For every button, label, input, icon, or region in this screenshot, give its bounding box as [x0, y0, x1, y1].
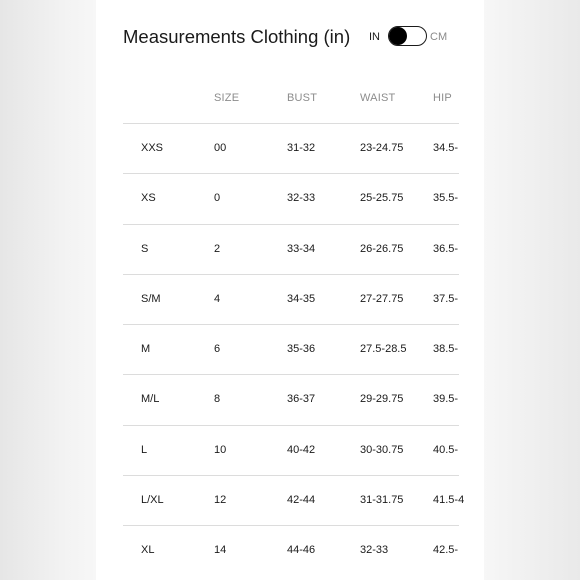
cell-hip: 36.5-: [433, 242, 459, 255]
cell-size-number: 00: [214, 142, 227, 154]
cell-size-label: S: [141, 242, 149, 255]
cell-bust: 42-44: [287, 494, 316, 507]
cell-waist: 32-33: [360, 544, 389, 557]
cell-size-label: XXS: [141, 142, 164, 154]
cell-hip: 35.5-: [433, 192, 459, 205]
cell-size-label: L: [141, 443, 148, 456]
cell-size-number: 4: [214, 292, 221, 305]
cell-size-number: 12: [214, 494, 227, 507]
cell-size-number: 6: [214, 343, 221, 356]
table-row: [123, 325, 459, 375]
cell-size-label: M/L: [141, 393, 160, 406]
cell-bust: 40-42: [287, 443, 316, 456]
cell-size-label: XS: [141, 192, 156, 205]
cell-size-number: 8: [214, 393, 221, 406]
toggle-knob: [389, 27, 407, 45]
cell-waist: 26-26.75: [360, 242, 404, 255]
cell-size-number: 0: [214, 192, 221, 205]
column-header-bust: BUST: [287, 92, 318, 104]
table-row: [123, 275, 459, 325]
cell-waist: 25-25.75: [360, 192, 404, 205]
cell-hip: 41.5-4: [433, 494, 465, 507]
cell-size-number: 10: [214, 443, 227, 456]
cell-hip: 39.5-: [433, 393, 459, 406]
cell-waist: 27-27.75: [360, 292, 404, 305]
table-row: [123, 124, 459, 174]
cell-bust: 31-32: [287, 142, 316, 154]
unit-label-cm[interactable]: CM: [430, 31, 448, 43]
cell-bust: 34-35: [287, 292, 316, 305]
table-row: [123, 174, 459, 224]
table-row: [123, 225, 459, 275]
background-left: [0, 0, 96, 580]
page-title: Measurements Clothing (in): [123, 26, 351, 47]
column-header-size: SIZE: [214, 92, 240, 104]
table-header: [123, 74, 459, 124]
unit-toggle[interactable]: [388, 26, 427, 46]
table-row: [123, 476, 465, 526]
cell-bust: 36-37: [287, 393, 316, 406]
cell-waist: 27.5-28.5: [360, 343, 407, 356]
cell-waist: 31-31.75: [360, 494, 404, 507]
cell-size-label: S/M: [141, 292, 161, 305]
unit-label-in[interactable]: IN: [369, 31, 380, 43]
cell-hip: 34.5-: [433, 142, 459, 154]
cell-size-label: L/XL: [141, 494, 164, 507]
cell-size-number: 14: [214, 544, 227, 557]
cell-hip: 38.5-: [433, 343, 459, 356]
cell-hip: 42.5-: [433, 544, 459, 557]
cell-waist: 23-24.75: [360, 142, 404, 154]
cell-bust: 35-36: [287, 343, 316, 356]
cell-size-label: XL: [141, 544, 155, 557]
table-row: [123, 526, 459, 575]
size-table: [123, 74, 465, 576]
table-row: [123, 426, 459, 476]
cell-waist: 30-30.75: [360, 443, 404, 456]
cell-hip: 37.5-: [433, 292, 459, 305]
column-header-waist: WAIST: [360, 92, 396, 104]
table-row: [123, 375, 459, 425]
table-body: [123, 124, 465, 576]
cell-size-number: 2: [214, 242, 221, 255]
background-right: [484, 0, 580, 580]
cell-hip: 40.5-: [433, 443, 459, 456]
cell-bust: 44-46: [287, 544, 316, 557]
cell-waist: 29-29.75: [360, 393, 404, 406]
cell-bust: 33-34: [287, 242, 316, 255]
size-chart-panel: [96, 0, 484, 580]
cell-size-label: M: [141, 343, 151, 356]
cell-bust: 32-33: [287, 192, 316, 205]
column-header-hip: HIP: [433, 92, 452, 104]
